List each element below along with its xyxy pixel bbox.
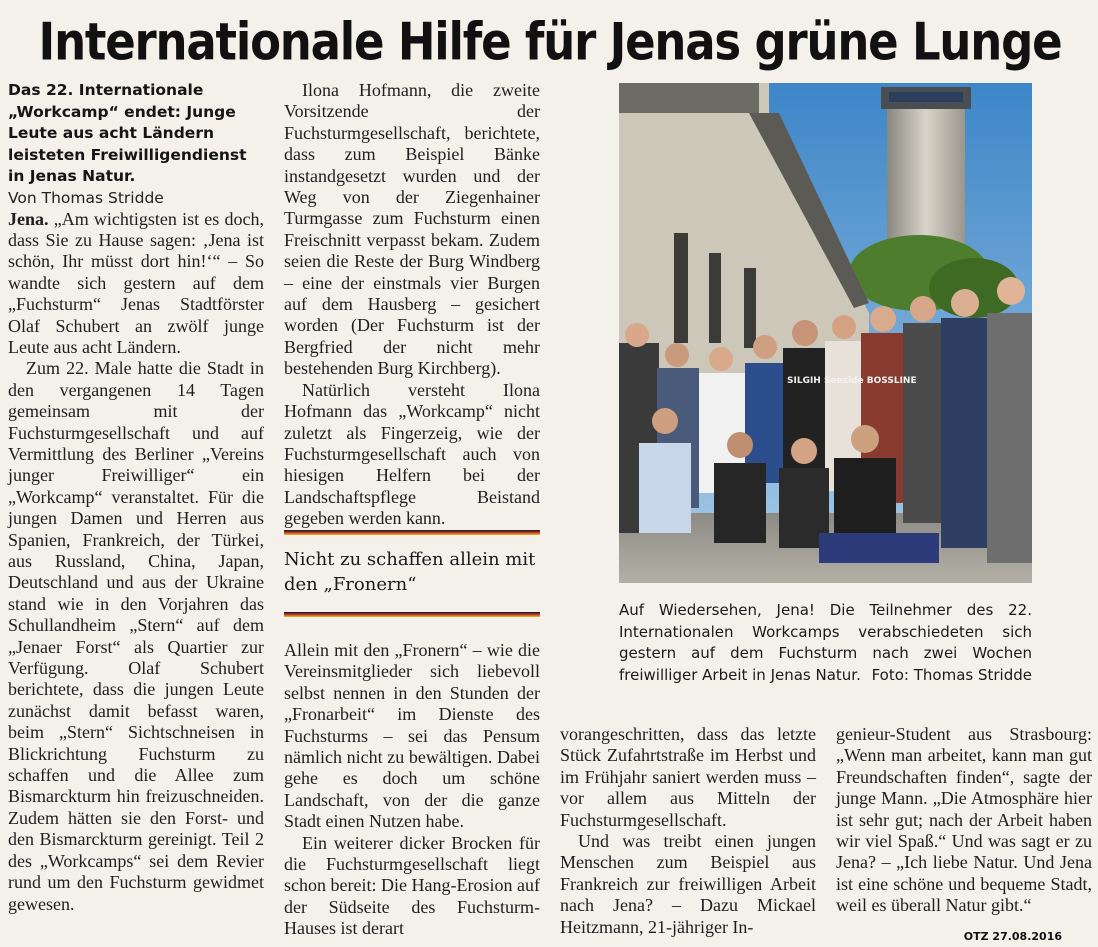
col3-paragraph-1: vorangeschritten, dass das letzte Stück Zufahrtstraße im Herbst und im Frühjahr saniert werden muss – vor allem aus Mitteln der Fuchsturmgesellschaft. <box>560 724 816 830</box>
group-photo <box>619 83 1032 583</box>
col2-paragraph-1: Ilona Hofmann, die zweite Vorsitzende der Fuchsturmgesellschaft, berichtete, dass zum Beispiel Bänke instandgesetzt wurden und der Weg von der Ziegenhainer Turmgasse zum Fuchsturm einen Freischnitt verpasst bekam. Zudem seien die Reste der Burg Windberg – eine der einstmals vier Burgen auf dem Hausberg – gesichert worden (Der Fuchsturm ist der Bergfried der nicht mehr bestehenden Burg Kirchberg). <box>284 80 540 379</box>
photo-caption <box>619 600 1032 686</box>
photo-credit: Foto: Thomas Stridde <box>871 665 1032 684</box>
column-3 <box>560 724 816 938</box>
lead-paragraph: Das 22. Internationale „Workcamp“ endet: Junge Leute aus acht Ländern leisteten Freiwilligendienst in Jenas Natur. <box>8 81 247 185</box>
dateline: Jena. <box>8 208 49 229</box>
column-2 <box>284 80 540 530</box>
subhead-block <box>284 530 540 617</box>
column-1 <box>8 80 264 915</box>
source-date-stamp: OTZ 27.08.2016 <box>963 930 1062 943</box>
col2b-paragraph-2: Ein weiterer dicker Brocken für die Fuchsturmgesellschaft liegt schon bereit: Die Hang-Erosion auf der Südseite des Fuchsturm-Hauses ist derart <box>284 832 540 939</box>
column-2-lower <box>284 640 540 940</box>
col1-paragraph-2: Zum 22. Male hatte die Stadt in den vergangenen 14 Tagen gemeinsam mit der Fuchsturmgesellschaft und auf Vermittlung des Berliner „Vereins junger Freiwilliger“ ein „Workcamp“ veranstaltet. Für die jungen Damen und Herren aus Spanien, Frankreich, der Türkei, aus Russland, China, Japan, Deutschland und aus der Ukraine stand wie in den Vorjahren das Schullandheim „Stern“ auf dem „Jenaer Forst“ als Quartier zur Verfügung. Olaf Schubert berichtete, dass die jungen Leute zunächst damit befasst waren, beim „Stern“ Sichtschneisen in Blickrichtung Fuchsturm zu schaffen und die Allee zum Bismarckturm hin freizuschneiden. Zudem hätten sie den Forst- und den Bismarckturm gereinigt. Teil 2 des „Workcamps“ sei dem Revier rund um den Fuchsturm gewidmet gewesen. <box>8 358 264 914</box>
col1-paragraph-1-text: „Am wichtigsten ist es doch, dass Sie zu Hause sagen: ‚Jena ist schön, Ihr müsst dort hin!‘“ – So wandte sich gestern auf dem „Fuchsturm“ Jenas Stadtförster Olaf Schubert an zwölf junge Leute aus acht Ländern. <box>8 208 264 357</box>
photo-illustration <box>619 83 1032 583</box>
subhead-rule-bottom <box>284 612 540 617</box>
col2b-paragraph-1: Allein mit den „Fronern“ – wie die Vereinsmitglieder sich liebevoll selbst nennen in den Stunden der „Fronarbeit“ im Dienste des Fuchsturms – sei das Pensum nämlich nicht zu bewältigen. Dabei gehe es doch um schöne Landschaft, von der die ganze Stadt einen Nutzen habe. <box>284 640 540 832</box>
byline: Von Thomas Stridde <box>8 188 164 207</box>
caption-text: Auf Wiedersehen, Jena! Die Teilnehmer des 22. Internationalen Workcamps verabschiedeten sich gestern auf dem Fuchsturm nach zwei Wochen freiwilliger Arbeit in Jenas Natur. <box>619 601 1032 684</box>
col3-paragraph-2: Und was treibt einen jungen Menschen zum Beispiel aus Frankreich zur freiwilligen Arbeit nach Jena? – Dazu Mickael Heitzmann, 21-jähriger In- <box>560 831 816 937</box>
col2-paragraph-2: Natürlich versteht Ilona Hofmann das „Workcamp“ nicht zuletzt als Fingerzeig, wie der Fuchsturmgesellschaft auch von hiesigen Helfern bei der Landschaftspflege Beistand gegeben werden kann. <box>284 379 540 529</box>
headline: Internationale Hilfe für Jenas grüne Lunge <box>38 11 1062 72</box>
subhead: Nicht zu schaffen allein mit den „Fronern“ <box>284 549 536 595</box>
col4-paragraph-1: genieur-Student aus Strasbourg: „Wenn man arbeitet, kann man gut Freundschaften finden“, sagte der junge Mann. „Die Atmosphäre hier ist sehr gut; nach der Arbeit haben wir viel Spaß.“ Und was sagt er zu Jena? – „Ich liebe Natur. Und Jena ist eine schöne und bequeme Stadt, weil es überall Natur gibt.“ <box>836 724 1092 916</box>
column-4 <box>836 724 1092 917</box>
col1-paragraph-1 <box>8 209 264 359</box>
shirt-print: SILGIH Seeside BOSSLINE <box>787 376 917 386</box>
